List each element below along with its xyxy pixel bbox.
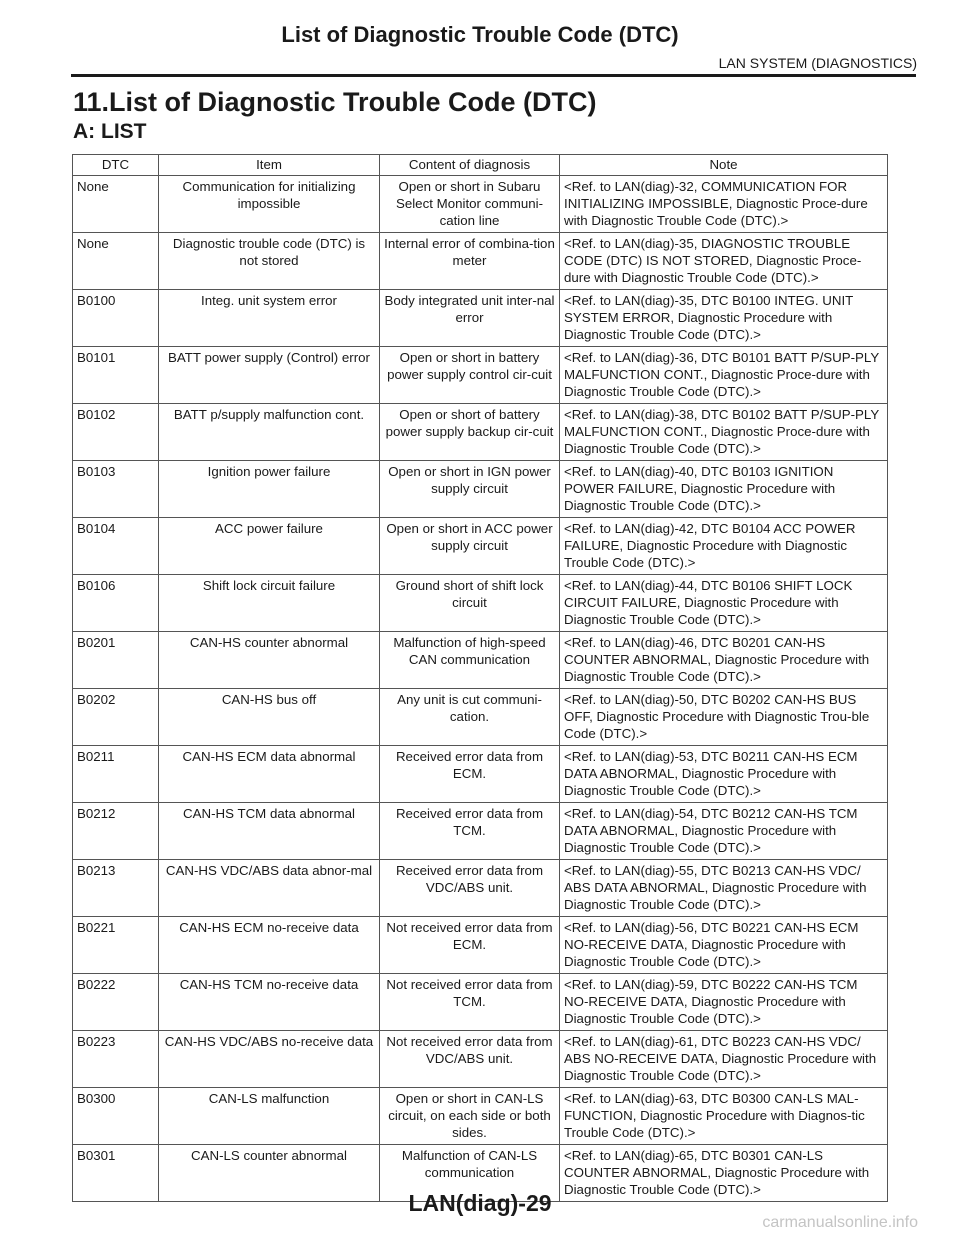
table-row — [73, 1088, 888, 1145]
table-row — [73, 917, 888, 974]
cell-note: <Ref. to LAN(diag)-36, DTC B0101 BATT P/SUP-PLY MALFUNCTION CONT., Diagnostic Proce-dure with Diagnostic Trouble Code (DTC).> — [560, 347, 888, 404]
page-header-title: List of Diagnostic Trouble Code (DTC) — [281, 22, 679, 47]
table-header-row — [73, 155, 888, 176]
cell-item: CAN-HS counter abnormal — [159, 632, 380, 689]
cell-dtc: B0202 — [73, 689, 159, 746]
table-row — [73, 1031, 888, 1088]
cell-dtc: B0212 — [73, 803, 159, 860]
page-header-section: LAN SYSTEM (DIAGNOSTICS) — [718, 55, 917, 71]
cell-item: CAN-HS TCM no-receive data — [159, 974, 380, 1031]
cell-dtc: B0222 — [73, 974, 159, 1031]
cell-dtc: B0301 — [73, 1145, 159, 1202]
table-row — [73, 689, 888, 746]
table-body — [73, 176, 888, 1202]
cell-content: Any unit is cut communi-cation. — [380, 689, 560, 746]
cell-item: CAN-LS counter abnormal — [159, 1145, 380, 1202]
table-row — [73, 176, 888, 233]
cell-item: Communication for initializing impossible — [159, 176, 380, 233]
column-header-item: Item — [159, 155, 380, 176]
cell-note: <Ref. to LAN(diag)-40, DTC B0103 IGNITION POWER FAILURE, Diagnostic Procedure with Diagnostic Trouble Code (DTC).> — [560, 461, 888, 518]
cell-content: Not received error data from ECM. — [380, 917, 560, 974]
cell-content: Malfunction of CAN-LS communication — [380, 1145, 560, 1202]
table-row — [73, 575, 888, 632]
cell-item: BATT power supply (Control) error — [159, 347, 380, 404]
cell-item: Diagnostic trouble code (DTC) is not stored — [159, 233, 380, 290]
cell-dtc: B0223 — [73, 1031, 159, 1088]
table-row — [73, 746, 888, 803]
cell-note: <Ref. to LAN(diag)-38, DTC B0102 BATT P/SUP-PLY MALFUNCTION CONT., Diagnostic Proce-dure with Diagnostic Trouble Code (DTC).> — [560, 404, 888, 461]
cell-content: Ground short of shift lock circuit — [380, 575, 560, 632]
cell-content: Not received error data from TCM. — [380, 974, 560, 1031]
cell-note: <Ref. to LAN(diag)-59, DTC B0222 CAN-HS TCM NO-RECEIVE DATA, Diagnostic Procedure with Diagnostic Trouble Code (DTC).> — [560, 974, 888, 1031]
table-row — [73, 347, 888, 404]
dtc-table — [72, 154, 888, 1202]
cell-dtc: None — [73, 233, 159, 290]
cell-note: <Ref. to LAN(diag)-65, DTC B0301 CAN-LS COUNTER ABNORMAL, Diagnostic Procedure with Diagnostic Trouble Code (DTC).> — [560, 1145, 888, 1202]
cell-content: Malfunction of high-speed CAN communication — [380, 632, 560, 689]
cell-dtc: None — [73, 176, 159, 233]
column-header-note: Note — [560, 155, 888, 176]
column-header-dtc: DTC — [73, 155, 159, 176]
cell-content: Open or short in IGN power supply circuit — [380, 461, 560, 518]
cell-item: CAN-LS malfunction — [159, 1088, 380, 1145]
table-row — [73, 803, 888, 860]
header-divider — [71, 74, 916, 77]
cell-note: <Ref. to LAN(diag)-42, DTC B0104 ACC POWER FAILURE, Diagnostic Procedure with Diagnostic Trouble Code (DTC).> — [560, 518, 888, 575]
cell-content: Received error data from ECM. — [380, 746, 560, 803]
cell-item: BATT p/supply malfunction cont. — [159, 404, 380, 461]
cell-dtc: B0300 — [73, 1088, 159, 1145]
cell-dtc: B0102 — [73, 404, 159, 461]
cell-item: Integ. unit system error — [159, 290, 380, 347]
cell-dtc: B0103 — [73, 461, 159, 518]
cell-note: <Ref. to LAN(diag)-61, DTC B0223 CAN-HS VDC/ ABS NO-RECEIVE DATA, Diagnostic Procedure with Diagnostic Trouble Code (DTC).> — [560, 1031, 888, 1088]
page-number: LAN(diag)-29 — [408, 1190, 552, 1216]
cell-item: Ignition power failure — [159, 461, 380, 518]
cell-dtc: B0104 — [73, 518, 159, 575]
cell-note: <Ref. to LAN(diag)-63, DTC B0300 CAN-LS MAL-FUNCTION, Diagnostic Procedure with Diagnos-tic Trouble Code (DTC).> — [560, 1088, 888, 1145]
cell-content: Open or short of battery power supply backup cir-cuit — [380, 404, 560, 461]
cell-item: Shift lock circuit failure — [159, 575, 380, 632]
cell-dtc: B0201 — [73, 632, 159, 689]
cell-content: Open or short in battery power supply control cir-cuit — [380, 347, 560, 404]
cell-note: <Ref. to LAN(diag)-54, DTC B0212 CAN-HS TCM DATA ABNORMAL, Diagnostic Procedure with Diagnostic Trouble Code (DTC).> — [560, 803, 888, 860]
subsection-title: A: LIST — [73, 120, 147, 143]
cell-item: CAN-HS VDC/ABS no-receive data — [159, 1031, 380, 1088]
cell-note: <Ref. to LAN(diag)-35, DIAGNOSTIC TROUBLE CODE (DTC) IS NOT STORED, Diagnostic Proce-dure with Diagnostic Trouble Code (DTC).> — [560, 233, 888, 290]
table-row — [73, 404, 888, 461]
cell-item: CAN-HS ECM data abnormal — [159, 746, 380, 803]
cell-note: <Ref. to LAN(diag)-44, DTC B0106 SHIFT LOCK CIRCUIT FAILURE, Diagnostic Procedure with Diagnostic Trouble Code (DTC).> — [560, 575, 888, 632]
table-row — [73, 518, 888, 575]
cell-note: <Ref. to LAN(diag)-56, DTC B0221 CAN-HS ECM NO-RECEIVE DATA, Diagnostic Procedure with Diagnostic Trouble Code (DTC).> — [560, 917, 888, 974]
cell-content: Open or short in CAN-LS circuit, on each side or both sides. — [380, 1088, 560, 1145]
table-row — [73, 632, 888, 689]
cell-content: Received error data from VDC/ABS unit. — [380, 860, 560, 917]
cell-content: Received error data from TCM. — [380, 803, 560, 860]
table-row — [73, 461, 888, 518]
table-row — [73, 974, 888, 1031]
cell-note: <Ref. to LAN(diag)-53, DTC B0211 CAN-HS ECM DATA ABNORMAL, Diagnostic Procedure with Diagnostic Trouble Code (DTC).> — [560, 746, 888, 803]
cell-note: <Ref. to LAN(diag)-35, DTC B0100 INTEG. UNIT SYSTEM ERROR, Diagnostic Procedure with Diagnostic Trouble Code (DTC).> — [560, 290, 888, 347]
cell-content: Open or short in Subaru Select Monitor communi-cation line — [380, 176, 560, 233]
section-title: 11.List of Diagnostic Trouble Code (DTC) — [73, 87, 597, 117]
cell-item: ACC power failure — [159, 518, 380, 575]
cell-note: <Ref. to LAN(diag)-55, DTC B0213 CAN-HS VDC/ ABS DATA ABNORMAL, Diagnostic Procedure with Diagnostic Trouble Code (DTC).> — [560, 860, 888, 917]
cell-dtc: B0101 — [73, 347, 159, 404]
table-row — [73, 233, 888, 290]
cell-note: <Ref. to LAN(diag)-50, DTC B0202 CAN-HS BUS OFF, Diagnostic Procedure with Diagnostic Trou-ble Code (DTC).> — [560, 689, 888, 746]
cell-content: Body integrated unit inter-nal error — [380, 290, 560, 347]
cell-item: CAN-HS bus off — [159, 689, 380, 746]
cell-dtc: B0221 — [73, 917, 159, 974]
cell-item: CAN-HS VDC/ABS data abnor-mal — [159, 860, 380, 917]
cell-content: Not received error data from VDC/ABS unit. — [380, 1031, 560, 1088]
cell-dtc: B0211 — [73, 746, 159, 803]
cell-content: Open or short in ACC power supply circuit — [380, 518, 560, 575]
table-row — [73, 290, 888, 347]
table-row — [73, 860, 888, 917]
cell-dtc: B0106 — [73, 575, 159, 632]
cell-note: <Ref. to LAN(diag)-32, COMMUNICATION FOR INITIALIZING IMPOSSIBLE, Diagnostic Proce-dure with Diagnostic Trouble Code (DTC).> — [560, 176, 888, 233]
cell-content: Internal error of combina-tion meter — [380, 233, 560, 290]
cell-item: CAN-HS TCM data abnormal — [159, 803, 380, 860]
column-header-content: Content of diagnosis — [380, 155, 560, 176]
cell-dtc: B0100 — [73, 290, 159, 347]
watermark: carmanualsonline.info — [762, 1214, 918, 1231]
cell-note: <Ref. to LAN(diag)-46, DTC B0201 CAN-HS COUNTER ABNORMAL, Diagnostic Procedure with Diagnostic Trouble Code (DTC).> — [560, 632, 888, 689]
cell-dtc: B0213 — [73, 860, 159, 917]
cell-item: CAN-HS ECM no-receive data — [159, 917, 380, 974]
